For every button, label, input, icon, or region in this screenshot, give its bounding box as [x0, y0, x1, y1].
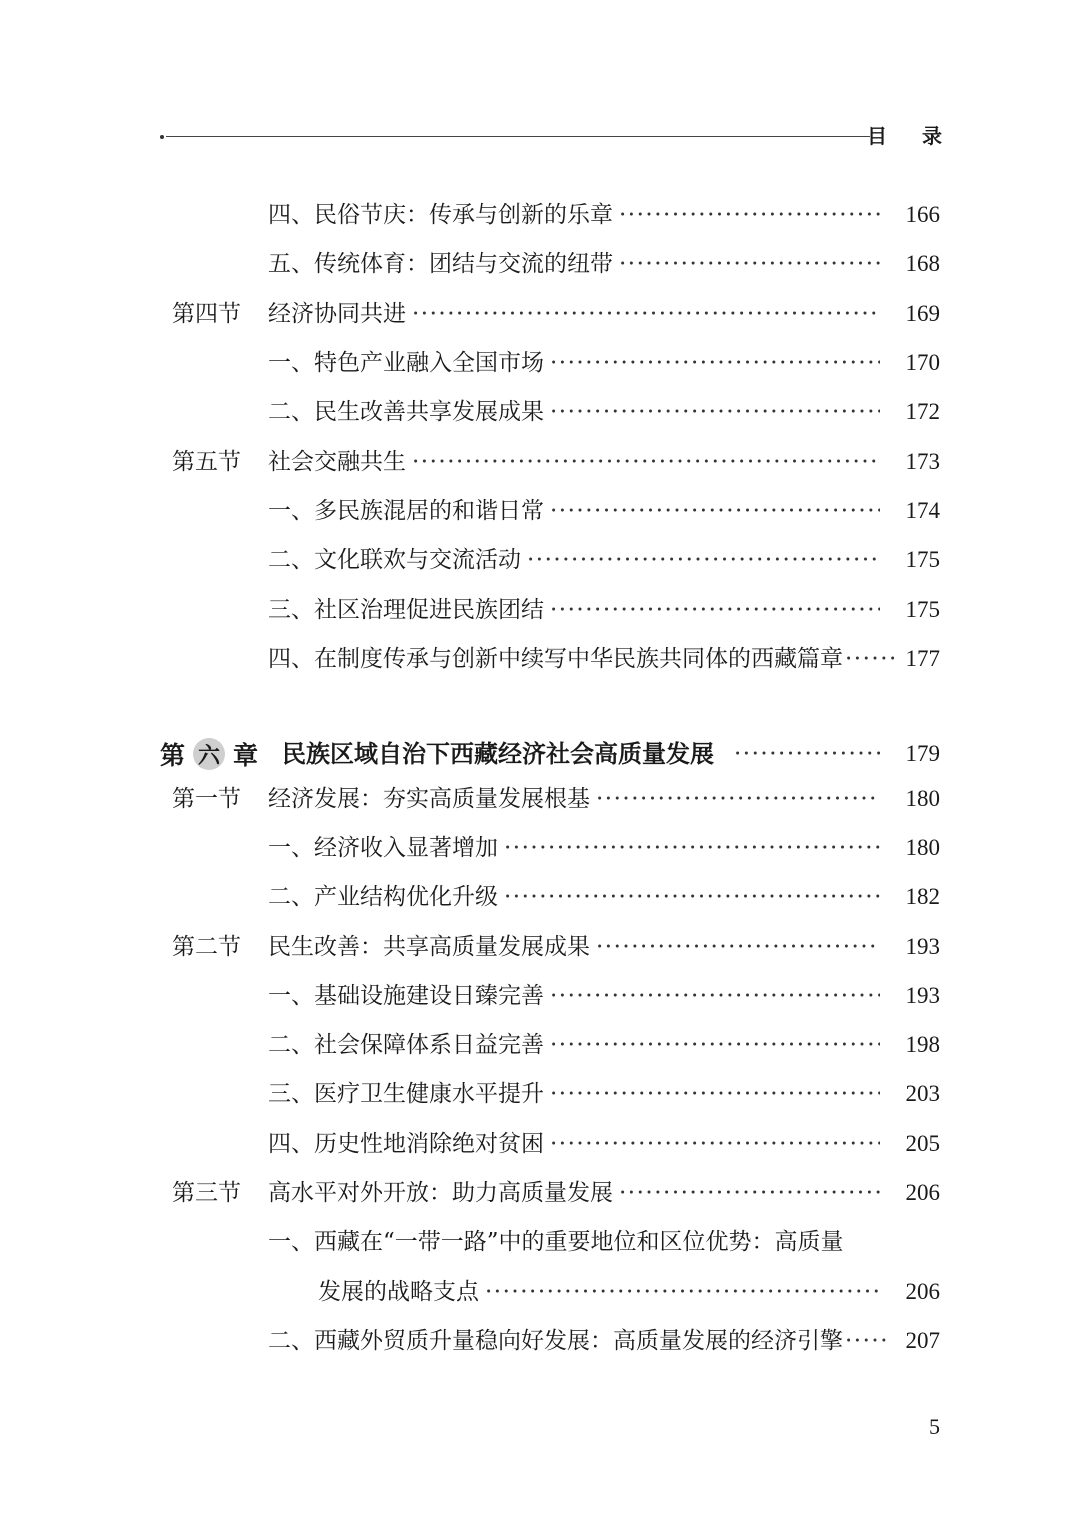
page-number: 5 [929, 1414, 940, 1439]
dot-leader [845, 642, 896, 676]
section-title: 高水平对外开放：助力高质量发展 [268, 1180, 613, 1206]
entry-title: 四、在制度传承与创新中续写中华民族共同体的西藏篇章 [268, 646, 843, 672]
chapter-page: 179 [905, 741, 940, 766]
dot-leader [845, 1324, 890, 1358]
entry-page: 205 [905, 1131, 940, 1156]
section-label: 第五节 [172, 449, 241, 475]
section-entry[interactable] [268, 297, 940, 331]
dot-leader [550, 979, 880, 1013]
entry-title: 二、文化联欢与交流活动 [268, 547, 521, 573]
dot-leader [527, 543, 880, 577]
section-entry[interactable] [268, 1176, 940, 1210]
entry-page: 180 [905, 835, 940, 860]
entry-title: 四、历史性地消除绝对贫困 [268, 1131, 544, 1157]
toc-entry[interactable] [268, 831, 940, 865]
section-label: 第一节 [172, 786, 241, 812]
dot-leader [596, 782, 880, 816]
entry-title-line2: 发展的战略支点 [318, 1279, 479, 1305]
entry-page: 193 [905, 983, 940, 1008]
toc-entry[interactable] [268, 642, 940, 676]
section-label: 第二节 [172, 934, 241, 960]
dot-leader [550, 1077, 880, 1111]
section-title: 社会交融共生 [268, 449, 406, 475]
toc-entry[interactable] [268, 1324, 940, 1358]
entry-page: 172 [905, 399, 940, 424]
entry-page: 203 [905, 1081, 940, 1106]
dot-leader [550, 1127, 880, 1161]
section-title: 经济协同共进 [268, 301, 406, 327]
entry-title: 二、社会保障体系日益完善 [268, 1032, 544, 1058]
entry-page: 198 [905, 1032, 940, 1057]
chapter-number-badge: 六 [193, 738, 225, 770]
entry-page: 166 [905, 202, 940, 227]
entry-page: 175 [905, 597, 940, 622]
entry-title: 二、产业结构优化升级 [268, 884, 498, 910]
section-title: 经济发展：夯实高质量发展根基 [268, 786, 590, 812]
entry-title: 三、医疗卫生健康水平提升 [268, 1081, 544, 1107]
toc-entry[interactable] [268, 494, 940, 528]
dot-leader [550, 593, 880, 627]
dot-leader [619, 198, 880, 232]
dot-leader [596, 930, 880, 964]
dot-leader [504, 831, 880, 865]
toc-entry[interactable] [268, 979, 940, 1013]
entry-title: 一、多民族混居的和谐日常 [268, 498, 544, 524]
section-label: 第三节 [172, 1180, 241, 1206]
section-entry[interactable] [268, 782, 940, 816]
header-dot [160, 135, 164, 139]
toc-entry[interactable] [268, 543, 940, 577]
toc-entry[interactable] [268, 247, 940, 281]
entry-page: 206 [905, 1279, 940, 1304]
entry-title-line1[interactable]: 一、西藏在“一带一路”中的重要地位和区位优势：高质量 [268, 1229, 844, 1255]
toc-entry[interactable] [268, 593, 940, 627]
dot-leader [734, 737, 880, 771]
entry-page: 174 [905, 498, 940, 523]
header-rule [166, 136, 870, 137]
toc-entry[interactable] [268, 395, 940, 429]
section-page: 206 [905, 1180, 940, 1205]
toc-entry[interactable] [268, 1077, 940, 1111]
entry-page: 177 [905, 646, 940, 671]
chapter-prefix: 第 [160, 741, 186, 770]
entry-page: 207 [905, 1328, 940, 1353]
running-head [160, 118, 956, 150]
entry-title: 二、民生改善共享发展成果 [268, 399, 544, 425]
section-page: 180 [905, 786, 940, 811]
chapter-label [160, 734, 258, 774]
entry-page: 170 [905, 350, 940, 375]
entry-title: 一、特色产业融入全国市场 [268, 350, 544, 376]
chapter-suffix: 章 [233, 741, 259, 770]
entry-page: 168 [905, 251, 940, 276]
section-entry[interactable] [268, 930, 940, 964]
dot-leader [550, 346, 880, 380]
chapter-title: 民族区域自治下西藏经济社会高质量发展 [282, 739, 714, 768]
section-title: 民生改善：共享高质量发展成果 [268, 934, 590, 960]
entry-title: 二、西藏外贸质升量稳向好发展：高质量发展的经济引擎 [268, 1328, 843, 1354]
dot-leader [412, 297, 880, 331]
dot-leader [485, 1275, 880, 1309]
toc-entry[interactable] [268, 880, 940, 914]
dot-leader [550, 395, 880, 429]
section-label: 第四节 [172, 301, 241, 327]
dot-leader [412, 445, 880, 479]
entry-page: 182 [905, 884, 940, 909]
entry-title: 五、传统体育：团结与交流的纽带 [268, 251, 613, 277]
entry-title: 一、经济收入显著增加 [268, 835, 498, 861]
section-page: 169 [905, 301, 940, 326]
entry-page: 175 [905, 547, 940, 572]
dot-leader [619, 1176, 880, 1210]
toc-entry[interactable] [268, 1127, 940, 1161]
section-page: 193 [905, 934, 940, 959]
entry-title: 一、基础设施建设日臻完善 [268, 983, 544, 1009]
dot-leader [619, 247, 880, 281]
chapter-entry[interactable] [282, 737, 940, 771]
toc-entry[interactable] [268, 1028, 940, 1062]
dot-leader [550, 494, 880, 528]
header-title: 目 录 [867, 124, 956, 148]
toc-entry[interactable] [268, 198, 940, 232]
dot-leader [504, 880, 880, 914]
section-entry[interactable] [268, 445, 940, 479]
toc-entry[interactable] [268, 346, 940, 380]
section-page: 173 [905, 449, 940, 474]
entry-title: 四、民俗节庆：传承与创新的乐章 [268, 202, 613, 228]
dot-leader [550, 1028, 880, 1062]
entry-title: 三、社区治理促进民族团结 [268, 597, 544, 623]
toc-entry[interactable] [318, 1275, 940, 1309]
